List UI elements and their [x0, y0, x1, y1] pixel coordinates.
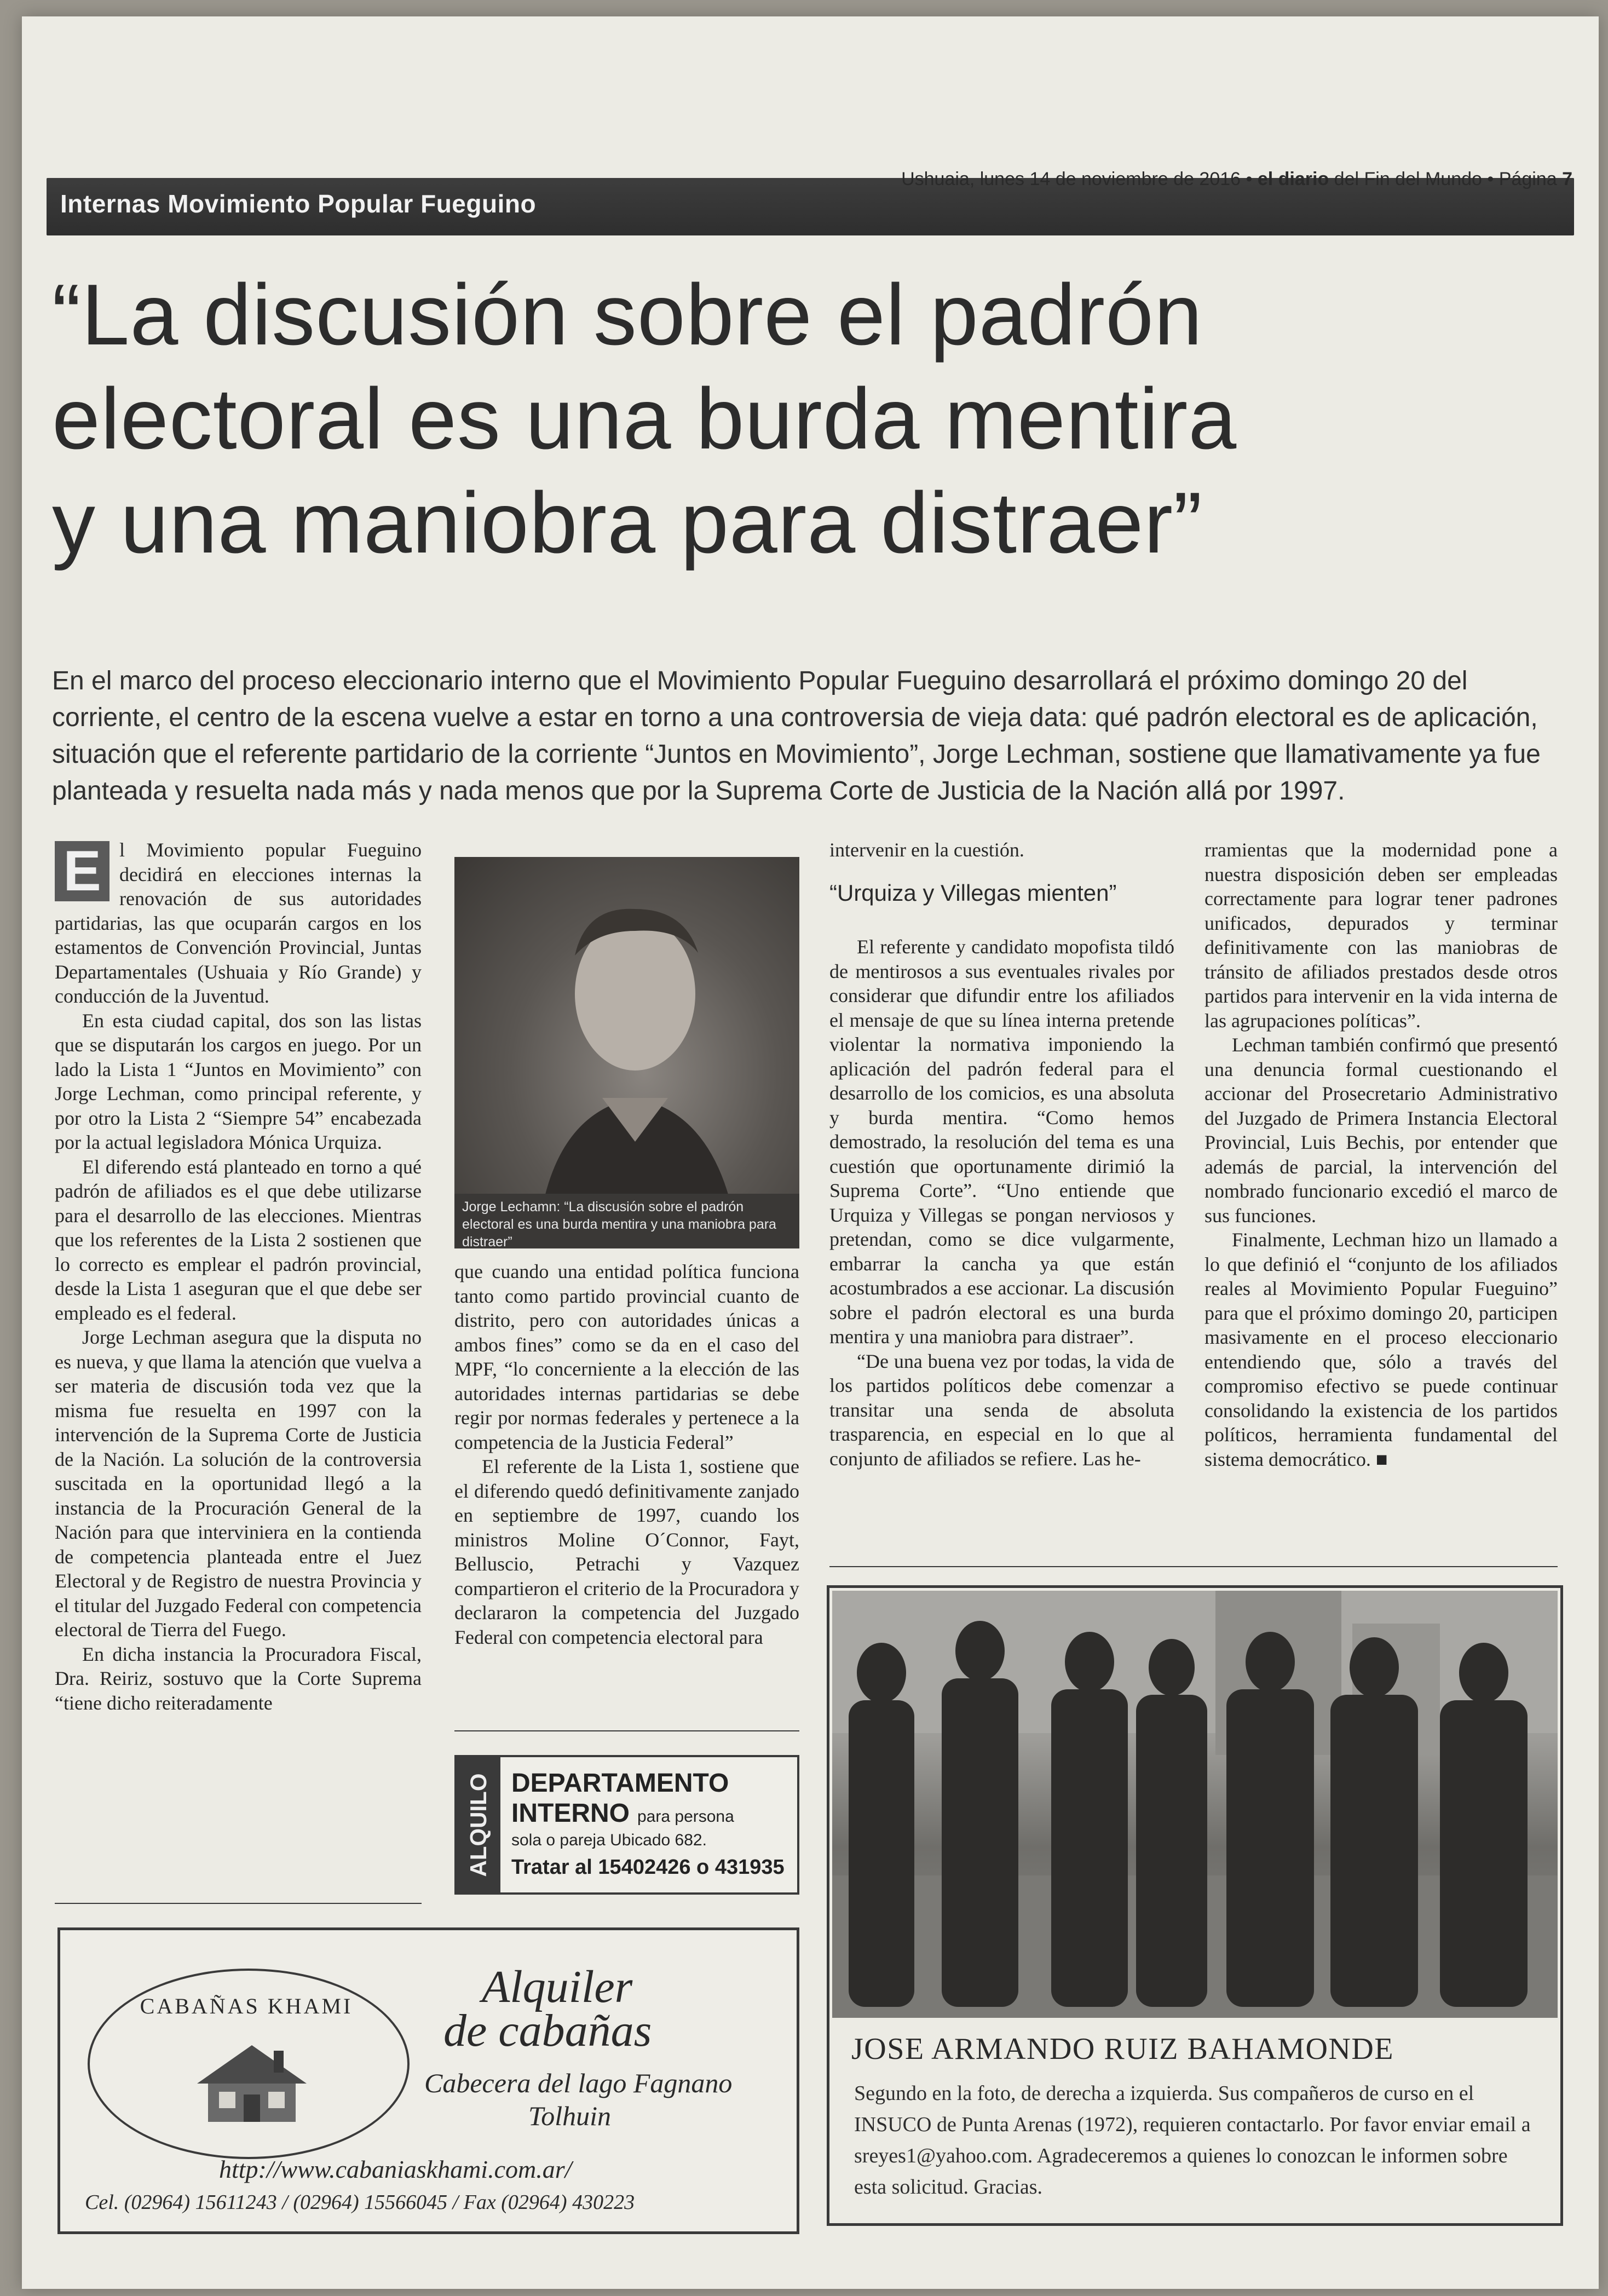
- article-column-4: [1204, 838, 1558, 1471]
- article-paragraph: Jorge Lechman asegura que la disputa no es nueva, y que llama la atención que vuelva a ser materia de discusión toda vez que la misma fue resuelta en 1997 con la intervención de la Suprema Corte de Justicia de la Nación. La solución de la controversia suscitada en la oportunidad llegó a la instancia de la Procuración General de la Nación para que interviniera en la contienda de competencia planteada entre el Juez Electoral y de Registro de nuestra Provincia y el titular del Juzgado Federal con competencia electoral de Tierra del Fuego.: [55, 1326, 422, 1641]
- portrait-photo: [454, 857, 799, 1248]
- article-paragraph: intervenir en la cuestión.: [829, 839, 1024, 861]
- dateline-paper-rest: del Fin del Mundo • Página: [1329, 169, 1563, 189]
- page-number: 7: [1562, 169, 1572, 189]
- dateline: [901, 169, 1572, 190]
- article-paragraph: En dicha instancia la Procuradora Fiscal, Dra. Reiriz, sostuvo que la Corte Suprema “tiene dicho reiteradamente: [55, 1643, 422, 1714]
- ad-subtitle-suffix: para persona: [637, 1808, 734, 1826]
- article-paragraph: El diferendo está planteado en torno a qué padrón de afiliados es el que debe utilizarse para el desarrollo de las elecciones. Mientras que los referentes de la Lista 2 sostienen que lo correcto es emplear el padrón provincial, desde la Lista 1 aseguran que el que debe ser empleado es el federal.: [55, 1155, 422, 1324]
- ad-contact: Tratar al 15402426 o 431935: [511, 1856, 785, 1879]
- article-subheading: “Urquiza y Villegas mienten”: [829, 879, 1117, 906]
- ad-title-line-2: de cabañas: [443, 2005, 652, 2056]
- ad-website-link[interactable]: http://www.cabaniaskhami.com.ar/: [219, 2155, 572, 2183]
- headline: [52, 263, 1574, 575]
- column-divider: [55, 1903, 422, 1904]
- group-photo-illustration: [832, 1591, 1558, 2018]
- portrait-illustration: [454, 857, 799, 1248]
- headline-line-2: electoral es una burda mentira: [52, 371, 1237, 467]
- ad-title-line-1: Alquiler: [482, 1961, 633, 2012]
- ad-description: sola o pareja Ubicado 682.: [511, 1831, 707, 1849]
- ad-title: DEPARTAMENTO: [511, 1769, 729, 1798]
- ad-side-strip: [457, 1757, 500, 1892]
- article-paragraph: rramientas que la modernidad pone a nuestra disposición deben ser empleadas correctamente para lograr tener padrones unificados, depurados y terminar definitivamente con las maniobras de tránsito de afiliados prestados desde otros partidos para intervenir en la vida interna de las agrupaciones políticas”.: [1204, 839, 1558, 1032]
- article-column-3: [829, 838, 1174, 1471]
- article-paragraph: “De una buena vez por todas, la vida de los partidos políticos debe comenzar a transitar una senda de absoluta trasparencia, en especial en lo que al conjunto de afiliados se refiere. Las he-: [829, 1350, 1174, 1470]
- classified-ad-apartment: [454, 1755, 799, 1895]
- notice-title: JOSE ARMANDO RUIZ BAHAMONDE: [851, 2032, 1394, 2066]
- ad-subtitle: INTERNO: [511, 1799, 630, 1828]
- lead-paragraph: En el marco del proceso eleccionario interno que el Movimiento Popular Fueguino desarrollará el próximo domingo 20 del corriente, el centro de la escena vuelve a estar en torno a una controversia de vieja data: qué padrón electoral es de aplicación, situación que el referente partidario de la corriente “Juntos en Movimiento”, Jorge Lechman, sostiene que llamativamente ya fue planteada y resuelta nada más y nada menos que por la Suprema Corte de Justicia de la Nación allá por 1997.: [52, 666, 1541, 805]
- drop-cap: E: [55, 841, 109, 901]
- ad-side-label: ALQUILO: [465, 1773, 491, 1877]
- article-paragraph: El referente de la Lista 1, sostiene que el diferendo quedó definitivamente zanjado en septiembre de 1997, cuando los ministros Moline O´Connor, Fayt, Belluscio, Petrachi y Vazquez compartieron el criterio de la Procuradora y declararon la competencia del Juzgado Federal con competencia electoral para: [454, 1455, 799, 1648]
- section-label: Internas Movimiento Popular Fueguino: [60, 189, 537, 218]
- article-paragraph: que cuando una entidad política funciona tanto como partido provincial cuanto de distrito, pero con autoridades únicas a ambos fines” como se da en el caso del MPF, “lo concerniente a la elección de las autoridades internas partidarias se debe regir por normas federales y pertenece a la competencia de la Justicia Federal”: [454, 1261, 799, 1453]
- column-divider: [454, 1730, 799, 1731]
- ad-location: Cabecera del lago Fagnano: [424, 2068, 733, 2098]
- brand-logo-text: CABAÑAS KHAMI: [140, 1994, 353, 2018]
- article-paragraph: l Movimiento popular Fueguino decidirá en elecciones internas la renovación de sus autoridades partidarias, las que ocuparán cargos en los estamentos de Convención Provincial, Juntas Departamentales (Ushuaia y Río Grande) y conducción de la Juventud.: [55, 839, 422, 1007]
- ad-town: Tolhuin: [528, 2101, 612, 2131]
- photo-caption: Jorge Lechamn: “La discusión sobre el padrón electoral es una burda mentira y una maniobra para distraer”: [454, 1194, 799, 1248]
- article-paragraph: Lechman también confirmó que presentó una denuncia formal cuestionando el accionar del Prosecretario Administrativo del Juzgado de Primera Instancia Electoral Provincial, Luis Bechis, por entender que además de parcial, la intervención del nombrado funcionario excedió el marco de sus funciones.: [1204, 1034, 1558, 1227]
- cabin-icon: [186, 2029, 318, 2127]
- section-divider: [829, 1566, 1558, 1567]
- article-paragraph: Finalmente, Lechman hizo un llamado a lo que definió el “conjunto de los afiliados reales al Movimiento Popular Fueguino” para que el próximo domingo 20, participen masivamente en el proceso eleccionario entendiendo que, sólo a través del compromiso efectivo se puede continuar consolidando la existencia de los partidos políticos, herramienta fundamental del sistema democrático. ■: [1204, 1229, 1558, 1470]
- article-column-2: [454, 1259, 799, 1649]
- article-column-1: [55, 838, 422, 1715]
- ad-cabanas-khami: [57, 1927, 799, 2234]
- ad-phone-numbers: Cel. (02964) 15611243 / (02964) 15566045 / Fax (02964) 430223: [85, 2191, 635, 2214]
- article-paragraph: En esta ciudad capital, dos son las listas que se disputarán los cargos en juego. Por un lado la Lista 1 “Juntos en Movimiento” con Jorge Lechman, como principal referente, y por otro la Lista 2 “Siempre 54” encabezada por la actual legisladora Mónica Urquiza.: [55, 1009, 422, 1153]
- article-paragraph: El referente y candidato mopofista tildó de mentirosos a sus eventuales rivales por considerar que difundir entre los afiliados el mensaje de que su línea interna pretende violentar la normativa imponiendo la aplicación del padrón federal para el desarrollo de los comicios, es una absoluta y burda mentira. “Como hemos demostrado, la resolución del tema es una cuestión que oportunamente dirimió la Suprema Corte”. “Uno entiende que Urquiza y Villegas se pongan nerviosos y pretendan, como se dice vulgarmente, embarrar la cancha ya que están acostumbrados a ese accionar. La discusión sobre el padrón electoral es una burda mentira y una maniobra para distraer”.: [829, 936, 1174, 1348]
- dateline-paper: el diario: [1257, 169, 1329, 189]
- dateline-date: Ushuaia, lunes 14 de noviembre de 2016 •: [901, 169, 1258, 189]
- headline-line-1: “La discusión sobre el padrón: [52, 267, 1203, 363]
- headline-line-3: y una maniobra para distraer”: [52, 475, 1203, 571]
- group-photo: [832, 1591, 1558, 2018]
- notice-text: Segundo en la foto, de derecha a izquierda. Sus compañeros de curso en el INSUCO de Punta Arenas (1972), requieren contactarlo. Por favor enviar email a sreyes1@yahoo.com. Agradeceremos a quienes lo conozcan le informen sobre esta solicitud. Gracias.: [854, 2082, 1531, 2199]
